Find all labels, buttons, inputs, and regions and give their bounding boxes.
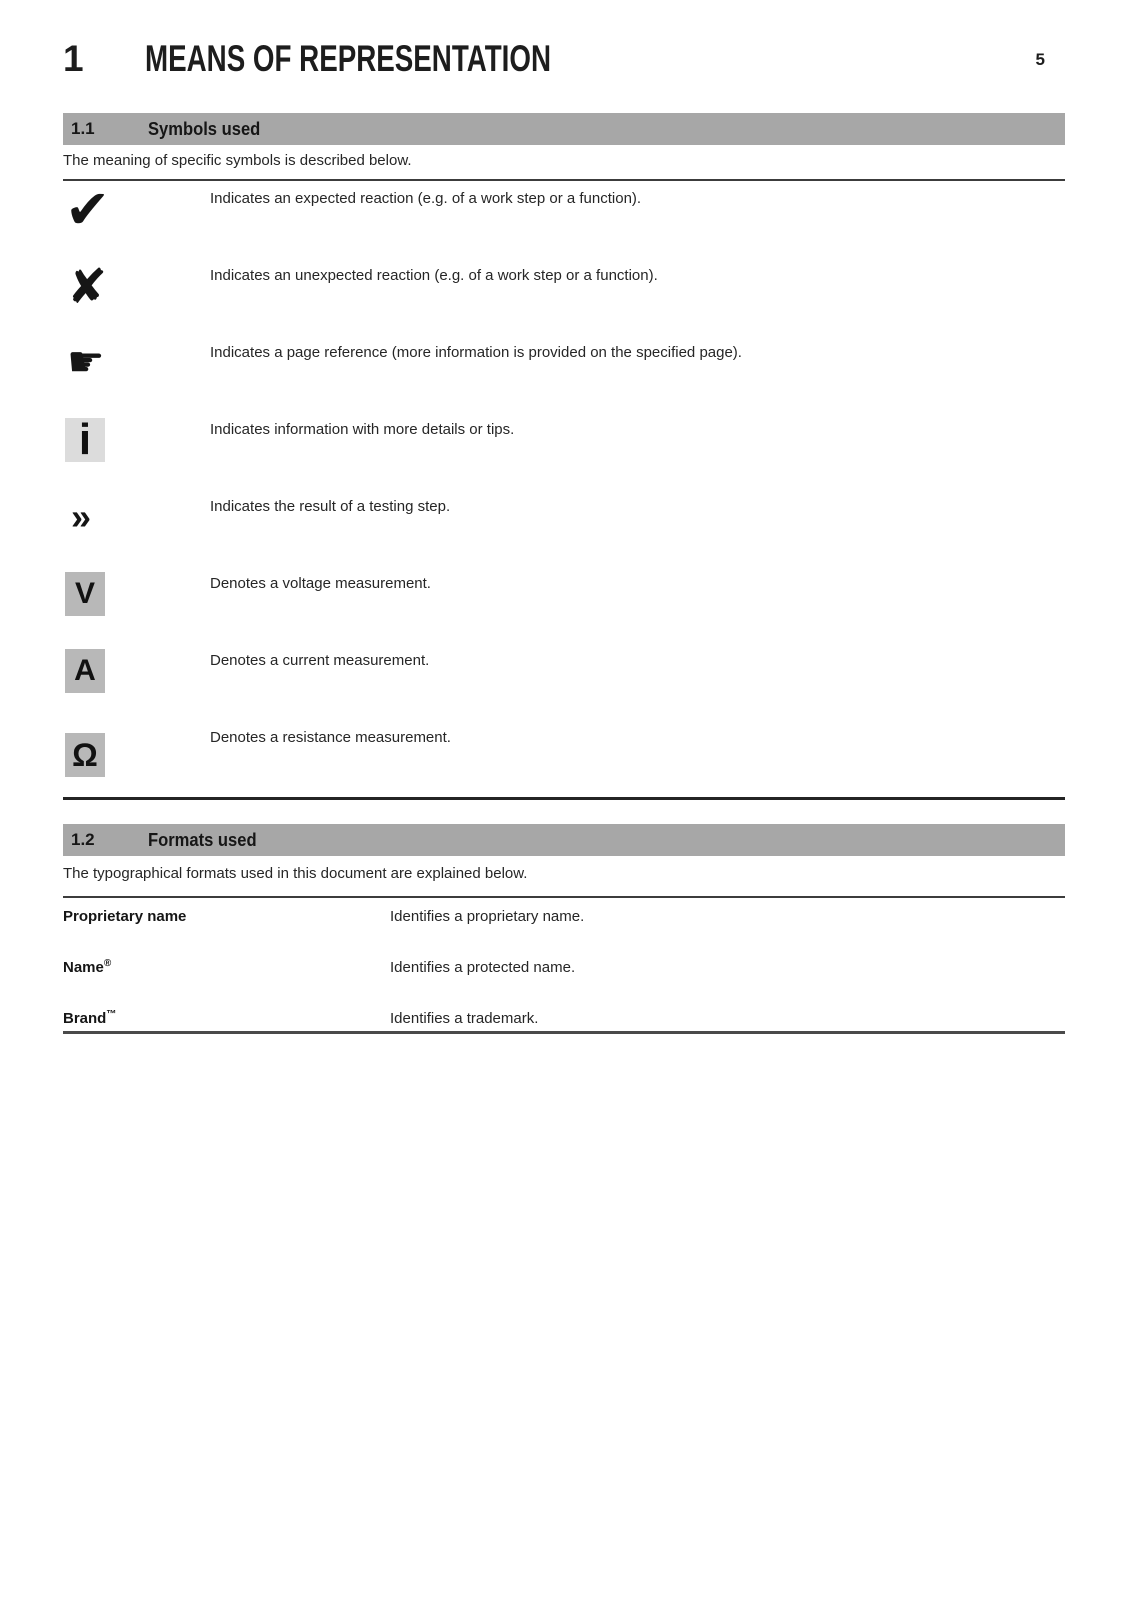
table-row xyxy=(63,181,1065,258)
symbol-description: Indicates information with more details or tips. xyxy=(210,421,515,438)
section-title: Symbols used xyxy=(148,118,261,139)
table-row xyxy=(63,643,1065,720)
cross-mark-icon: ✘ xyxy=(67,261,108,314)
table-row xyxy=(63,335,1065,412)
symbol-description: Denotes a resistance measurement. xyxy=(210,729,451,746)
page-content xyxy=(63,0,1065,1034)
table-row xyxy=(63,412,1065,489)
symbol-cell xyxy=(63,335,210,412)
symbol-cell xyxy=(63,720,210,797)
symbol-description: Denotes a current measurement. xyxy=(210,652,430,669)
format-description: Identifies a protected name. xyxy=(390,959,576,976)
symbol-cell xyxy=(63,566,210,643)
section-number: 1.1 xyxy=(71,119,95,138)
symbol-description: Indicates the result of a testing step. xyxy=(210,498,451,515)
symbol-description: Denotes a voltage measurement. xyxy=(210,575,431,592)
symbols-table xyxy=(63,179,1065,800)
chapter-header xyxy=(63,38,1065,79)
formats-intro-text: The typographical formats used in this document are explained below. xyxy=(63,865,528,882)
symbol-cell xyxy=(63,181,210,258)
table-row xyxy=(63,489,1065,566)
format-description: Identifies a trademark. xyxy=(390,1010,539,1027)
voltage-icon: V xyxy=(65,572,105,616)
format-term-text: Brand xyxy=(63,1010,107,1027)
symbol-cell xyxy=(63,412,210,489)
info-icon: i xyxy=(65,418,105,462)
formats-table xyxy=(63,896,1065,1034)
symbol-description: Indicates a page reference (more information is provided on the specified page). xyxy=(210,344,742,361)
pointing-hand-icon: ☛ xyxy=(67,338,105,385)
current-icon: A xyxy=(65,649,105,693)
section-bar-formats-used xyxy=(63,824,1065,856)
chapter-title: MEANS OF REPRESENTATION xyxy=(145,38,551,79)
table-row xyxy=(63,898,1065,949)
section-title: Formats used xyxy=(148,829,257,850)
table-row xyxy=(63,1000,1065,1031)
table-row xyxy=(63,566,1065,643)
format-description: Identifies a proprietary name. xyxy=(390,908,585,925)
symbol-cell xyxy=(63,489,210,566)
table-row xyxy=(63,258,1065,335)
format-term-text: Proprietary name xyxy=(63,908,187,925)
format-term-text: Name xyxy=(63,959,104,976)
section-number: 1.2 xyxy=(71,830,95,849)
symbol-cell xyxy=(63,643,210,720)
symbol-cell xyxy=(63,258,210,335)
resistance-icon: Ω xyxy=(65,733,105,777)
format-term-suffix: ® xyxy=(103,958,112,969)
symbol-description: Indicates an expected reaction (e.g. of a work step or a function). xyxy=(210,190,642,207)
symbol-description: Indicates an unexpected reaction (e.g. of a work step or a function). xyxy=(210,267,658,284)
format-term xyxy=(63,1009,390,1028)
format-term xyxy=(63,958,390,1000)
check-mark-icon: ✔ xyxy=(65,180,111,240)
symbols-intro-text: The meaning of specific symbols is described below. xyxy=(63,152,412,169)
section-bar-symbols-used xyxy=(63,113,1065,145)
format-term-suffix: ™ xyxy=(106,1009,117,1020)
format-term xyxy=(63,907,390,949)
chapter-number: 1 xyxy=(63,38,84,79)
table-row xyxy=(63,949,1065,1000)
page-number: 5 xyxy=(1035,50,1045,69)
double-chevron-icon: » xyxy=(71,496,92,537)
table-row xyxy=(63,720,1065,797)
